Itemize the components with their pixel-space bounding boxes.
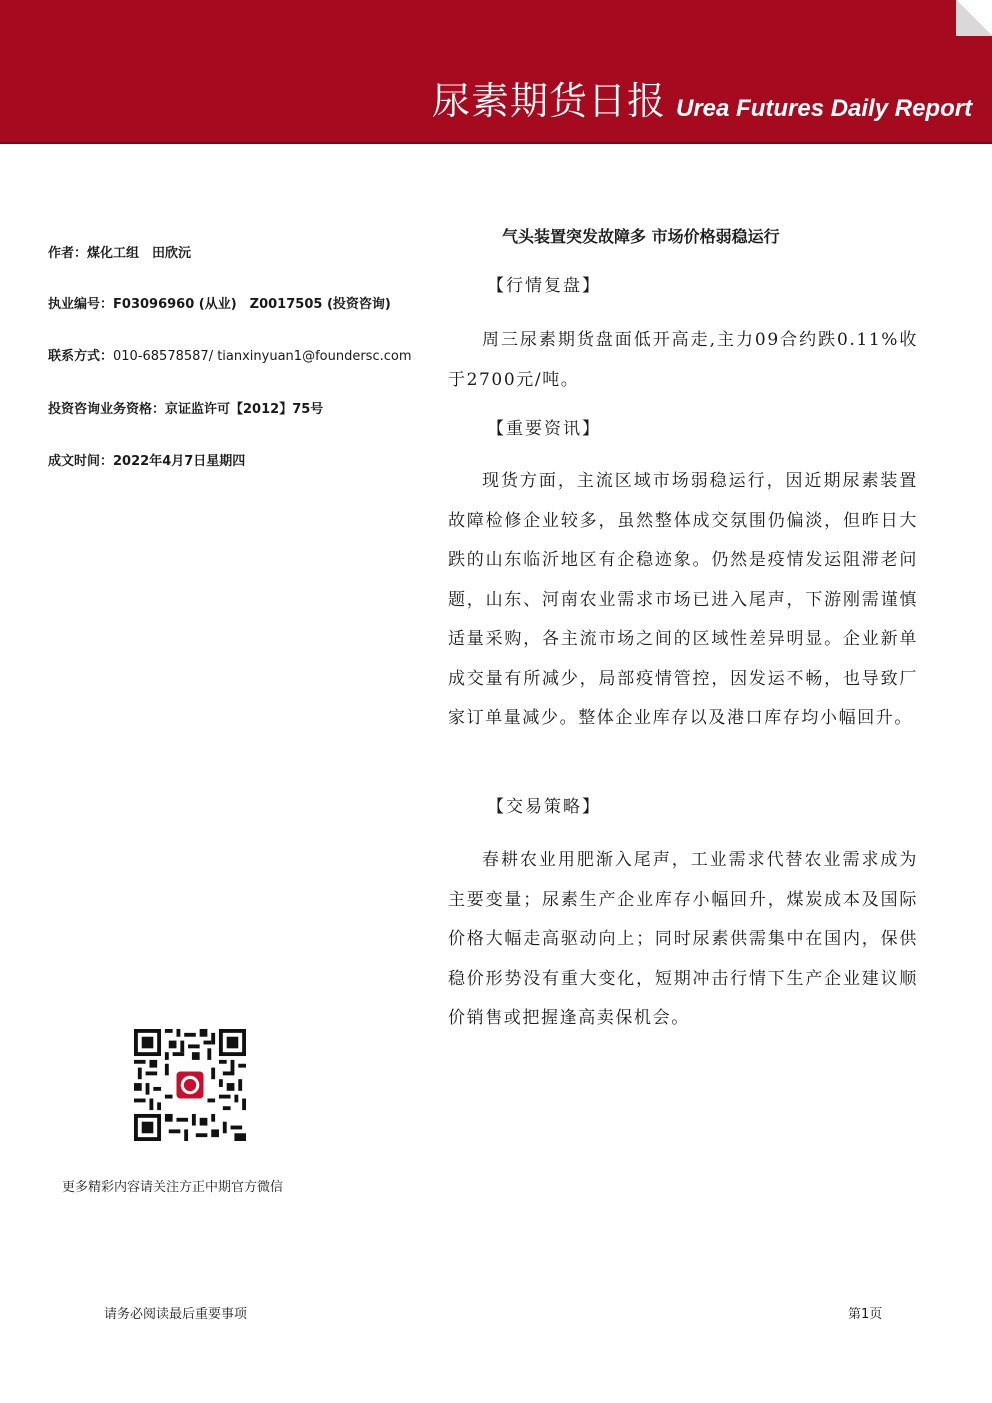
report-header	[0, 0, 992, 142]
section-heading-news: 【重要资讯】	[487, 419, 601, 439]
section-body-review: 周三尿素期货盘面低开高走,主力09合约跌0.11%收于2700元/吨。	[448, 330, 918, 390]
section-heading-review: 【行情复盘】	[487, 276, 601, 296]
footer-notice: 请务必阅读最后重要事项	[104, 1307, 248, 1322]
license-value: F03096960 (从业) Z0017505 (投资咨询)	[113, 297, 391, 312]
date-label: 成文时间：	[48, 454, 114, 469]
report-title-cn: 尿素期货日报	[432, 79, 667, 123]
section-body-strategy: 春耕农业用肥渐入尾声，工业需求代替农业需求成为主要变量；尿素生产企业库存小幅回升，煤炭成本及国际价格大幅走高驱动向上；同时尿素供需集中在国内，保供稳价形势没有重大变化，短期冲击行情下生产企业建议顺价销售或把握逢高卖保机会。	[448, 850, 918, 1028]
page-fold-icon	[956, 0, 992, 36]
page-number: 第1页	[848, 1307, 883, 1322]
author-value: 煤化工组 田欣沅	[87, 246, 192, 261]
date-line	[48, 455, 245, 468]
author-label: 作者：	[48, 246, 88, 261]
qualification-value: 京证监许可【2012】75号	[165, 402, 324, 417]
qualification-label: 投资咨询业务资格：	[48, 402, 166, 417]
qualification-line	[48, 403, 323, 416]
contact-value[interactable]: 010-68578587/ tianxinyuan1@foundersc.com	[113, 349, 412, 364]
license-label: 执业编号：	[48, 297, 114, 312]
report-title-en: Urea Futures Daily Report	[676, 95, 973, 122]
section-heading-strategy: 【交易策略】	[487, 797, 601, 817]
header-divider	[0, 142, 992, 144]
contact-label: 联系方式：	[48, 349, 114, 364]
contact-line	[48, 350, 412, 363]
qr-code-icon[interactable]	[134, 1029, 246, 1141]
article-title: 气头装置突发故障多 市场价格弱稳运行	[502, 227, 780, 246]
qr-caption: 更多精彩内容请关注方正中期官方微信	[62, 1180, 284, 1195]
license-line	[48, 298, 391, 311]
date-value: 2022年4月7日星期四	[113, 454, 246, 469]
author-line	[48, 247, 191, 260]
section-body-news: 现货方面，主流区域市场弱稳运行，因近期尿素装置故障检修企业较多，虽然整体成交氛围仍偏淡，但昨日大跌的山东临沂地区有企稳迹象。仍然是疫情发运阻滞老问题，山东、河南农业需求市场已进入尾声，下游刚需谨慎适量采购，各主流市场之间的区域性差异明显。企业新单成交量有所减少，局部疫情管控，因发运不畅，也导致厂家订单量减少。整体企业库存以及港口库存均小幅回升。	[448, 471, 918, 728]
